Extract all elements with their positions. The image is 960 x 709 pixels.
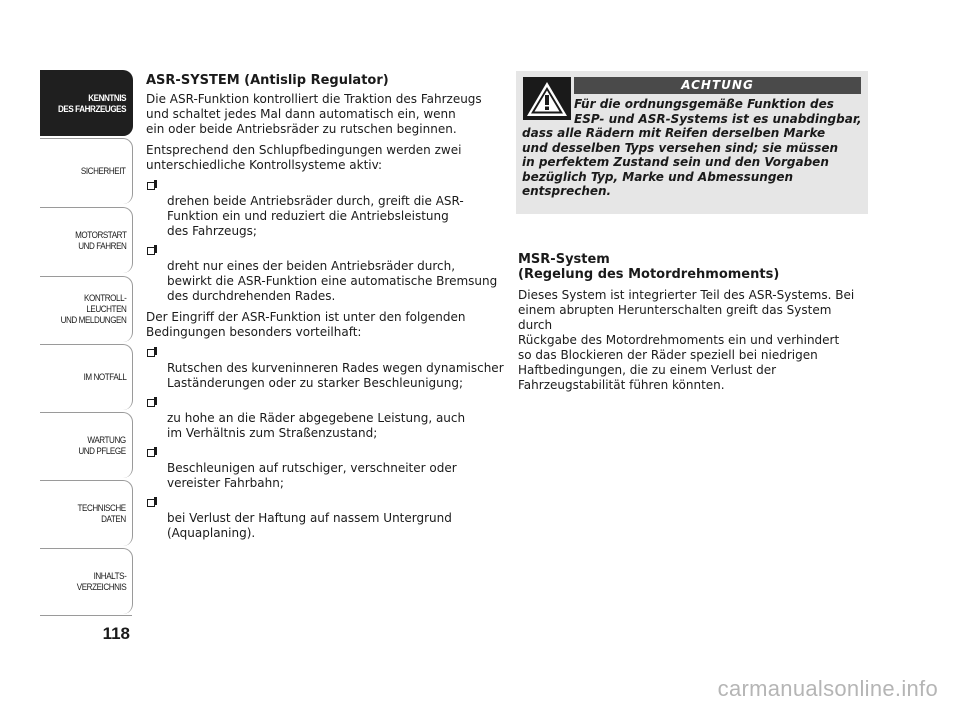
msr-section [518, 252, 868, 399]
warning-line: Für die ordnungsgemäße Funktion des [574, 97, 834, 111]
tab-technische-daten[interactable] [40, 480, 133, 546]
checkbox-bullet-icon [147, 399, 155, 407]
list-item-text: bei Verlust der Haftung auf nassem Untergrund (Aquaplaning). [167, 511, 452, 540]
list-item [146, 179, 504, 239]
tab-label: KONTROLL- LEUCHTEN UND MELDUNGEN [60, 293, 126, 326]
checkbox-bullet-icon [147, 349, 155, 357]
checkbox-bullet-icon [147, 449, 155, 457]
tab-inhaltsverzeichnis[interactable] [40, 548, 133, 614]
list-item-text: drehen beide Antriebsräder durch, greift die ASR- Funktion ein und reduziert die Antriebsleistung des Fahrzeugs; [167, 194, 464, 238]
page-number: 118 [102, 624, 130, 643]
checkbox-bullet-icon [147, 247, 155, 255]
warning-text [522, 97, 862, 199]
tab-kenntnis-des-fahrzeuges[interactable] [40, 70, 133, 136]
msr-body: Dieses System ist integrierter Teil des ASR-Systems. Bei einem abrupten Herunterschalten greift das System durch Rückgabe des Motordrehmoments ein und verhindert so das Blockieren der Räder speziell bei niedrigen Haftbedingungen, die zu einem Verlust der Fahrzeugstabilität führen könnten. [518, 288, 855, 392]
checkbox-bullet-icon [147, 182, 155, 190]
tab-label: TECHNISCHE DATEN [77, 502, 126, 525]
tab-label: IM NOTFALL [83, 372, 126, 383]
asr-section [146, 73, 504, 547]
warning-line: dass alle Rädern mit Reifen derselben Marke [522, 126, 826, 140]
asr-heading: ASR-SYSTEM (Antislip Regulator) [146, 73, 389, 88]
list-item [146, 446, 504, 491]
warning-line: entsprechen. [522, 184, 612, 198]
warning-line: bezüglich Typ, Marke und Abmessungen [522, 169, 794, 184]
checkbox-bullet-icon [147, 499, 155, 507]
asr-advantages-list [146, 346, 504, 541]
tab-im-notfall[interactable] [40, 344, 133, 410]
asr-conditions-list [146, 179, 504, 304]
list-item-text: dreht nur eines der beiden Antriebsräder durch, bewirkt die ASR-Funktion eine automatische Bremsung des durchdrehenden Rades. [167, 259, 498, 303]
list-item-text: zu hohe an die Räder abgegebene Leistung, auch im Verhältnis zum Straßenzustand; [167, 411, 466, 440]
msr-heading: MSR-System (Regelung des Motordrehmoments) [518, 252, 780, 282]
tab-label: SICHERHEIT [81, 166, 126, 177]
tab-label: MOTORSTART UND FAHREN [74, 229, 126, 252]
list-item-text: Beschleunigen auf rutschiger, verschneiter oder vereister Fahrbahn; [167, 461, 457, 490]
tab-wartung-und-pflege[interactable] [40, 412, 133, 478]
tab-label: KENNTNIS DES FAHRZEUGES [57, 92, 126, 115]
warning-box [516, 71, 868, 214]
asr-conditions-intro: Entsprechend den Schlupfbedingungen werden zwei unterschiedliche Kontrollsysteme aktiv: [146, 143, 462, 172]
warning-title: ACHTUNG [574, 77, 861, 94]
tab-label: WARTUNG UND PFLEGE [78, 434, 126, 457]
tab-sicherheit[interactable] [40, 138, 133, 204]
tab-label: INHALTS- VERZEICHNIS [76, 570, 126, 593]
asr-advantage-intro: Der Eingriff der ASR-Funktion ist unter den folgenden Bedingungen besonders vorteilhaft: [146, 310, 466, 339]
warning-line: und desselben Typs versehen sind; sie müssen [522, 140, 839, 155]
tab-motorstart-und-fahren[interactable] [40, 207, 133, 273]
list-item [146, 244, 504, 304]
list-item [146, 396, 504, 441]
list-item [146, 496, 504, 541]
asr-intro: Die ASR-Funktion kontrolliert die Traktion des Fahrzeugs und schaltet jedes Mal dann automatisch ein, wenn ein oder beide Antriebsräder zu rutschen beginnen. [146, 92, 482, 136]
tab-kontrollleuchten[interactable] [40, 276, 133, 342]
warning-line: in perfektem Zustand sein und den Vorgaben [522, 155, 829, 169]
list-item-text: Rutschen des kurveninneren Rades wegen dynamischer Laständerungen oder zu starker Beschleunigung; [167, 361, 504, 390]
watermark: carmanualsonline.info [717, 676, 938, 701]
sidebar-divider [40, 615, 132, 616]
warning-line: ESP- und ASR-Systems ist es unabdingbar, [574, 111, 862, 126]
list-item [146, 346, 504, 391]
